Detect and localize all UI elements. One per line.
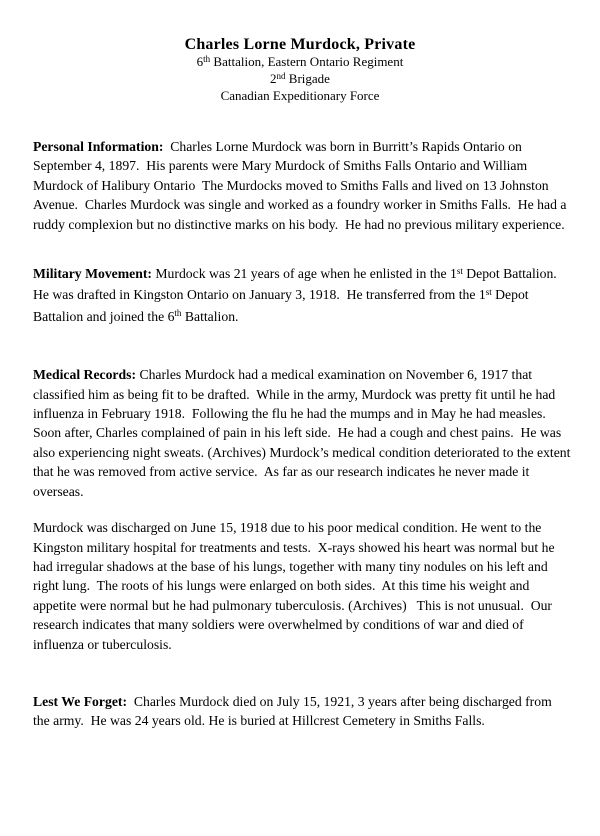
text-run: 6 — [196, 54, 204, 69]
document-title: Charles Lorne Murdock, Private — [184, 36, 416, 53]
text-run: Charles Lorne Murdock was born in Burritt’s Rapids Ontario on September 4, 1897. His parents were Mary Murdock of Smiths Falls Ontario and William Murdock of Halibury Ontario The Murdocks moved to Smiths Falls and lived on 13 Johnston Avenue. Charles Murdock was single and worked as a foundry worker in Smiths Falls. He had a ruddy complexion but no distinctive marks on his body. He had no previous military experience. — [33, 139, 570, 232]
ordinal-superscript: nd — [276, 70, 286, 81]
text-run: Brigade — [285, 71, 330, 86]
lest-we-forget-paragraph — [33, 692, 571, 731]
text-run: 2 — [270, 71, 277, 86]
personal-information-paragraph — [33, 137, 571, 234]
document-subtitle — [0, 54, 600, 104]
ordinal-superscript: th — [174, 308, 182, 319]
medical-records-paragraph — [33, 365, 574, 501]
text-run: Murdock was discharged on June 15, 1918 due to his poor medical condition. He went to the Kingston military hospital for treatments and tests. X-rays showed his heart was normal but he had irregular shadows at the base of his lungs, together with many tiny nodules on his left and right lung. The roots of his lungs were enlarged on both sides. At this time his weight and appetite were normal but he had pulmonary tuberculosis. (Archives) This is not unusual. Our research indicates that many soldiers were overwhelmed by conditions of war and died of influenza or tuberculosis. — [33, 520, 558, 652]
document-header — [0, 0, 600, 104]
document-paragraphs — [33, 137, 574, 731]
subtitle-line — [0, 71, 600, 88]
subtitle-line — [0, 88, 600, 104]
military-movement-paragraph — [33, 264, 571, 328]
section-label: Personal Information: — [33, 139, 164, 154]
text-run: Canadian Expeditionary Force — [220, 88, 380, 103]
ordinal-superscript: th — [203, 53, 211, 64]
section-label: Military Movement: — [33, 266, 152, 282]
text-run: Charles Murdock died on July 15, 1921, 3 years after being discharged from the army. He was 24 years old. He is buried at Hillcrest Cemetery in Smiths Falls. — [33, 693, 556, 729]
text-run: Battalion. — [181, 308, 239, 324]
section-label: Lest We Forget: — [33, 693, 128, 709]
text-run: Charles Murdock had a medical examination on November 6, 1917 that classified him as being fit to be drafted. While in the army, Murdock was pretty fit until he had influenza in February 1918. Following the flu he had the mumps and in May he had measles. Soon after, Charles complained of pain in his left side. He had a cough and chest pains. He was also experiencing night sweats. (Archives) Murdock’s medical condition deteriorated to the extent that he was removed from active service. As far as our research indicates he never made it overseas. — [33, 367, 574, 499]
text-run: Battalion, Eastern Ontario Regiment — [210, 54, 404, 69]
ordinal-superscript: st — [485, 286, 492, 297]
ordinal-superscript: st — [456, 265, 463, 276]
text-run: Depot Battalion and joined the 6 — [33, 287, 533, 324]
text-run: Murdock was 21 years of age when he enlisted in the 1 — [151, 266, 457, 282]
discharge-paragraph — [33, 518, 571, 654]
text-run: Depot Battalion. He was drafted in Kingston Ontario on January 3, 1918. He transferred from the 1 — [33, 266, 564, 303]
subtitle-line — [0, 54, 600, 71]
section-label: Medical Records: — [33, 367, 137, 383]
